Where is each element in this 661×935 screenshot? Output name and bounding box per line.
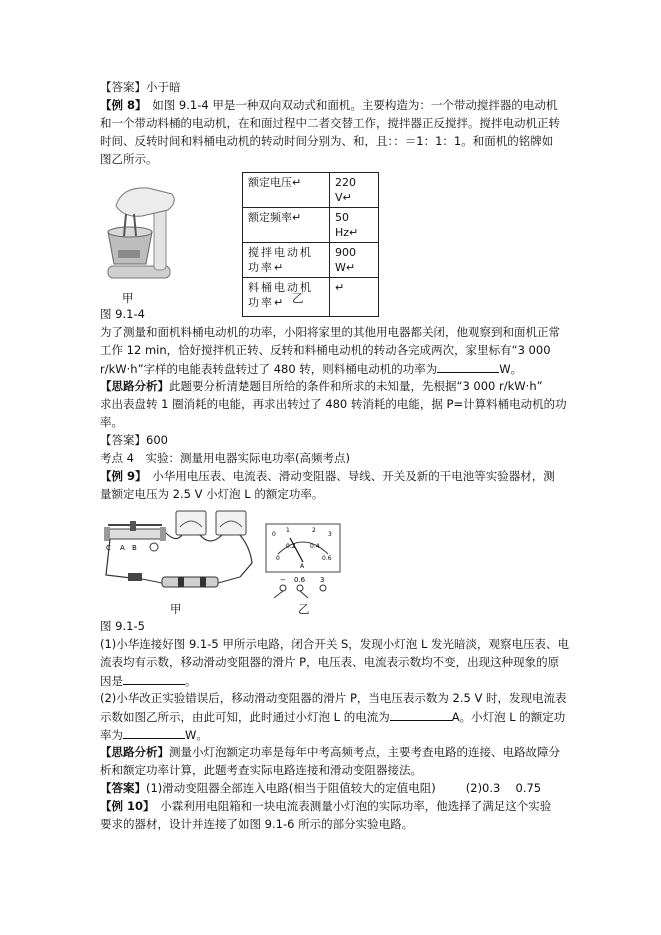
table-row	[243, 243, 379, 278]
nameplate-table	[242, 172, 379, 317]
example-8-line-3: 时间、反转时间和料桶电动机的转动时间分别为、和，且：：＝1：1：1。和面机的铭牌如	[100, 134, 554, 148]
caption-yi-2: 乙	[298, 602, 310, 616]
ammeter-top-scale-1: 1	[286, 527, 290, 534]
ammeter-top-scale-3: 3	[328, 531, 332, 538]
analysis-2-line-1	[100, 745, 560, 760]
analysis-line-3: 率。	[100, 415, 123, 429]
ammeter-terminal-minus: −	[280, 576, 286, 584]
table-row	[243, 208, 379, 243]
example-8-line-1	[100, 98, 557, 113]
svg-text:B: B	[132, 544, 137, 552]
example-10-line-2: 要求的器材，设计并连接了如图 9.1-6 所示的部分实验电路。	[100, 817, 414, 831]
problem-line-3	[100, 361, 522, 377]
analysis-line-2: 求出表盘转 1 圈消耗的电能，再求出转过了 480 转消耗的电能，据 P=计算料桶电动机的功	[100, 397, 567, 411]
ammeter-bottom-scale-1: 0.2	[286, 543, 296, 550]
example-8-line-2: 和一个带动料桶的电动机，在和面过程中二者交替工作，搅拌器正反搅拌。搅拌电动机正转	[100, 116, 560, 130]
analysis-2-line-2: 析和额定功率计算，此题考查实际电路连接和滑动变阻器接法。	[100, 763, 422, 777]
analysis-label: 【思路分析】	[100, 379, 169, 393]
question-2-unit: W。	[185, 728, 208, 742]
ammeter-bottom-scale-3: 0.6	[322, 555, 332, 562]
ammeter-terminal-0-6: 0.6	[294, 576, 306, 584]
example-10-text: 小霖利用电阻箱和一块电流表测量小灯泡的实际功率，他选择了满足这个实验	[148, 799, 552, 813]
problem-line-3-text: r/kW·h”字样的电能表转盘转过了 480 转，则料桶电动机的功率为	[100, 362, 438, 376]
ammeter-unit: A	[300, 563, 305, 570]
stand-mixer-image	[102, 180, 178, 284]
caption-jia: 甲	[122, 291, 134, 305]
example-8-text: 如图 9.1-4 甲是一种双向双动式和面机。主要构造为：一个带动搅拌器的电动机	[140, 98, 558, 112]
question-1-line-3	[100, 673, 197, 689]
example-10-label: 【例 10】	[100, 799, 149, 813]
svg-text:C: C	[106, 544, 111, 552]
caption-yi: 乙	[292, 291, 304, 305]
answer-line-3	[100, 781, 541, 796]
question-2-text: 示数如图乙所示，由此可知，此时通过小灯泡 L 的电流为	[100, 710, 390, 724]
answer-label: 【答案】	[100, 781, 146, 795]
question-2-text-end: A。小灯泡 L 的额定功	[451, 710, 566, 724]
table-cell-label: 额定电压↵	[243, 173, 330, 208]
analysis-line-1	[100, 379, 543, 394]
example-8-line-4: 图乙所示。	[100, 152, 158, 166]
question-1-line-2: 流表均有示数，移动滑动变阻器的滑片 P，电压表、电流表示数均不变，出现这种现象的原	[100, 655, 560, 669]
analysis-2-text: 测量小灯泡额定功率是每年中考高频考点，主要考查电路的连接、电路故障分	[169, 745, 560, 759]
example-10-line-1	[100, 799, 551, 814]
question-2-line-1: (2)小华改正实验错误后，移动滑动变阻器的滑片 P，当电压表示数为 2.5 V 时，发现电流表	[100, 691, 567, 705]
analysis-text: 此题要分析清楚题目所给的条件和所求的未知量，先根据“3 000 r/kW·h”	[169, 379, 543, 393]
question-2-line-3	[100, 727, 208, 743]
table-cell-value: 900 W↵	[330, 243, 379, 278]
problem-line-3-unit: W。	[499, 362, 523, 376]
ammeter-dial-image	[264, 522, 342, 598]
table-cell-label: 搅拌电动机功率↵	[243, 243, 330, 278]
example-9-line-1	[100, 469, 555, 484]
answer-blank	[123, 673, 185, 685]
example-8-label: 【例 8】	[100, 98, 141, 112]
answer-part-2: (2)0.3 0.75	[465, 781, 542, 795]
ammeter-top-scale-2: 2	[312, 527, 316, 534]
figure-label-9-1-5: 图 9.1-5	[100, 619, 145, 633]
answer-part-1: (1)滑动变阻器全部连入电路(相当于阻值较大的定值电阻)	[146, 781, 436, 795]
topic-4-heading: 考点 4 实验：测量用电器实际电功率(高频考点)	[100, 451, 350, 465]
question-1-end: 。	[185, 674, 197, 688]
answer-blank	[390, 709, 452, 721]
question-1-line-1: (1)小华连接好图 9.1-5 甲所示电路，闭合开关 S，发现小灯泡 L 发光暗淡，观察电压表、电	[100, 637, 570, 651]
question-2-line-2	[100, 709, 565, 725]
table-cell-label: 料桶电动机功率↵	[243, 278, 330, 317]
ammeter-top-scale-0: 0	[272, 531, 276, 538]
table-cell-value: ↵	[330, 278, 379, 317]
problem-line-1: 为了测量和面机料桶电动机的功率，小阳将家里的其他用电器都关闭，他观察到和面机正常	[100, 325, 560, 339]
question-2-power-text: 率为	[100, 728, 123, 742]
answer-blank	[123, 727, 185, 739]
table-cell-value: 50 Hz↵	[330, 208, 379, 243]
table-row	[243, 173, 379, 208]
table-row	[243, 278, 379, 317]
problem-line-2: 工作 12 min，恰好搅拌机正转、反转和料桶电动机的转动各完成两次，家里标有“3 000	[100, 343, 551, 357]
table-cell-label: 额定频率↵	[243, 208, 330, 243]
example-9-text: 小华用电压表、电流表、滑动变阻器、导线、开关及新的干电池等实验器材，测	[140, 469, 555, 483]
example-9-line-2: 量额定电压为 2.5 V 小灯泡 L 的额定功率。	[100, 487, 324, 501]
analysis-2-label: 【思路分析】	[100, 745, 169, 759]
ammeter-bottom-scale-0: 0	[276, 555, 280, 562]
answer-line-1: 【答案】小于暗	[100, 80, 181, 94]
circuit-diagram-image	[100, 503, 278, 601]
answer-line-2: 【答案】600	[100, 433, 168, 447]
ammeter-terminal-3: 3	[320, 576, 325, 584]
figure-label-9-1-4: 图 9.1-4	[100, 307, 145, 321]
example-9-label: 【例 9】	[100, 469, 141, 483]
ammeter-bottom-scale-2: 0.4	[310, 543, 320, 550]
question-1-text: 因是	[100, 674, 123, 688]
caption-jia-2: 甲	[170, 602, 182, 616]
table-cell-value: 220 V↵	[330, 173, 379, 208]
svg-text:A: A	[120, 544, 125, 552]
answer-blank	[437, 361, 499, 373]
